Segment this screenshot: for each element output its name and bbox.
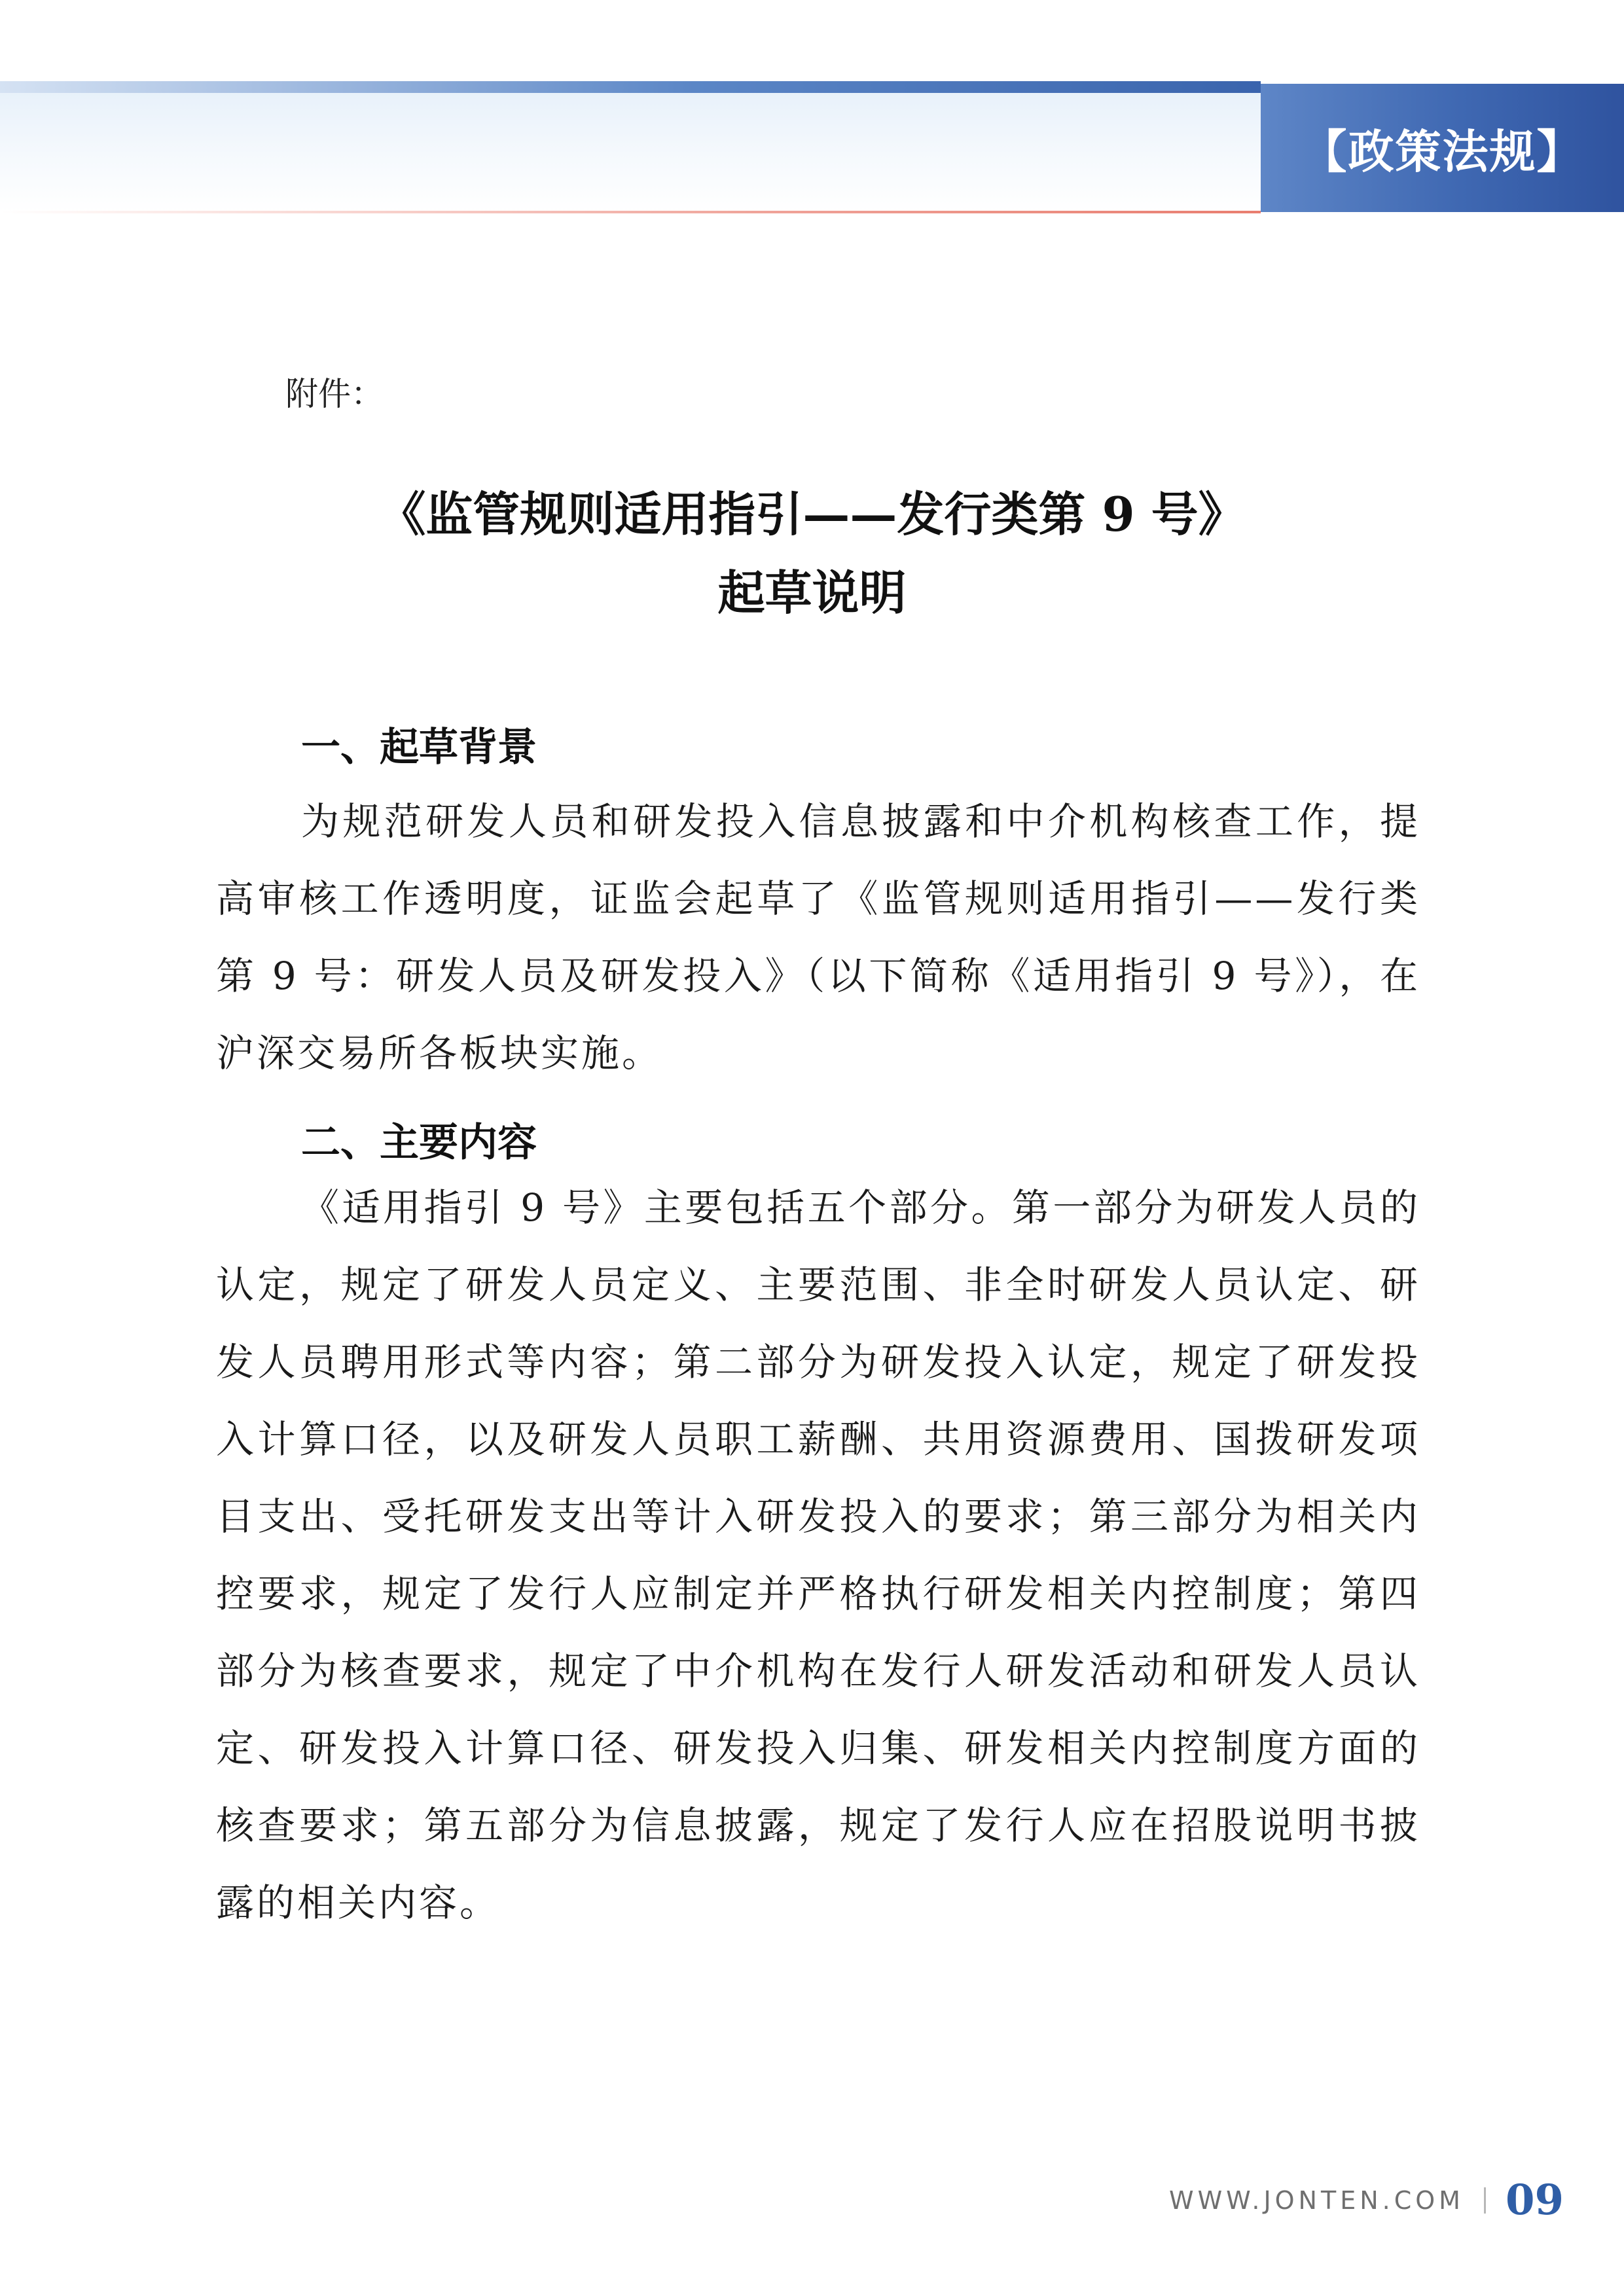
- page-footer: [1169, 2176, 1564, 2225]
- section-heading-content: 二、主要内容: [301, 1120, 537, 1166]
- header-top-line: [0, 81, 1261, 93]
- document-subtitle: 起草说明: [717, 565, 907, 620]
- section-body-content: 《适用指引 9 号》主要包括五个部分。第一部分为研发人员的认定，规定了研发人员定义、主要范围、非全时研发人员认定、研发人员聘用形式等内容；第二部分为研发投入认定，规定了研发投入计算口径，以及研发人员职工薪酬、共用资源费用、国拨研发项目支出、受托研发支出等计入研发投入的要求；第三部分为相关内控要求，规定了发行人应制定并严格执行研发相关内控制度；第四部分为核查要求，规定了中介机构在发行人研发活动和研发人员认定、研发投入计算口径、研发投入归集、研发相关内控制度方面的核查要求；第五部分为信息披露，规定了发行人应在招股说明书披露的相关内容。: [216, 1185, 1420, 1925]
- category-tab: [1261, 84, 1624, 212]
- attachment-label: 附件：: [285, 375, 384, 413]
- section-heading-background: 一、起草背景: [301, 725, 537, 770]
- header-accent-line: [0, 211, 1261, 213]
- page-number: 09: [1505, 2176, 1564, 2225]
- category-label: 【政策法规】: [1301, 124, 1584, 179]
- header-band: [0, 84, 1261, 212]
- website-link[interactable]: WWW.JONTEN.COM: [1169, 2185, 1464, 2215]
- footer-divider: [1484, 2187, 1486, 2214]
- section-body-background: 为规范研发人员和研发投入信息披露和中介机构核查工作，提高审核工作透明度，证监会起草了《监管规则适用指引——发行类第 9 号：研发人员及研发投入》（以下简称《适用指引 9 号》），在沪深交易所各板块实施。: [216, 799, 1420, 1075]
- document-title: 《监管规则适用指引——发行类第 9 号》: [378, 486, 1246, 542]
